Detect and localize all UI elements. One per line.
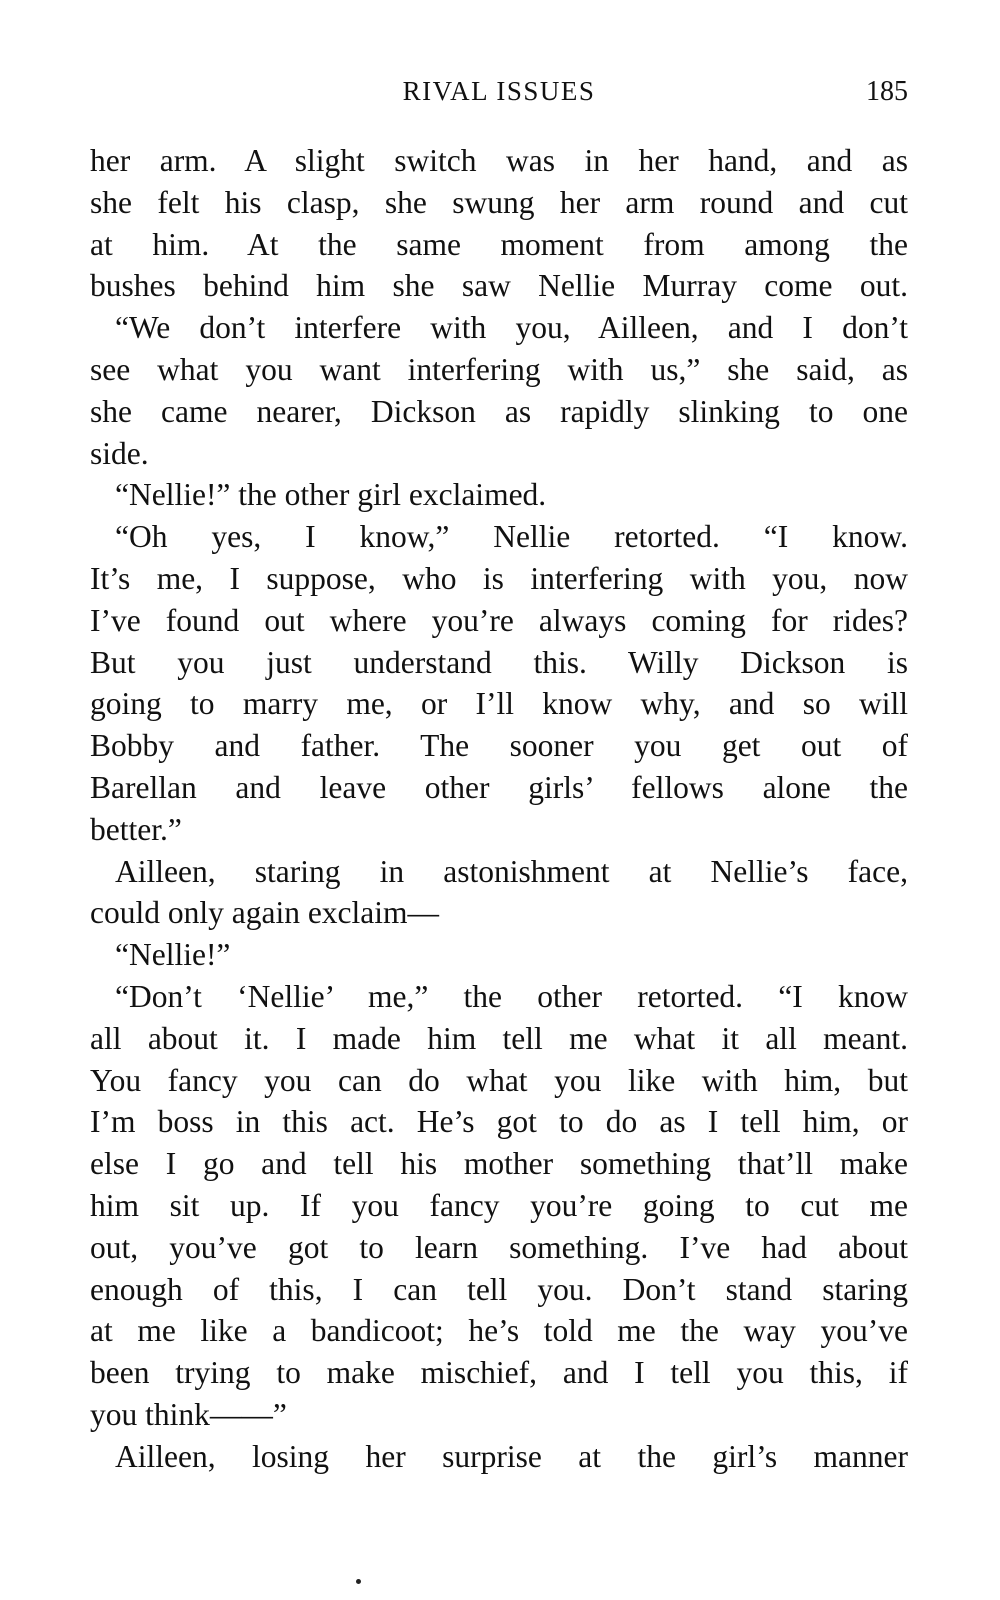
text-line: at me like a bandicoot; he’s told me the way you’ve <box>90 1313 908 1349</box>
text-line: you think——” <box>90 1396 287 1432</box>
text-line: “Nellie!” <box>115 937 231 973</box>
text-line: see what you want interfering with us,” she said, as <box>90 351 908 387</box>
text-line: all about it. I made him tell me what it all meant. <box>90 1020 908 1056</box>
text-line: “We don’t interfere with you, Ailleen, and I don’t <box>115 310 908 346</box>
print-speck <box>356 1579 361 1584</box>
text-line: at him. At the same moment from among the <box>90 226 908 262</box>
text-line: her arm. A slight switch was in her hand, and as <box>90 143 908 178</box>
text-line: Ailleen, losing her surprise at the girl’s manner <box>115 1438 908 1474</box>
text-line: been trying to make mischief, and I tell you this, if <box>90 1355 908 1391</box>
text-line: she came nearer, Dickson as rapidly slinking to one <box>90 393 908 429</box>
text-line: But you just understand this. Willy Dickson is <box>90 644 908 680</box>
text-line: enough of this, I can tell you. Don’t stand staring <box>90 1271 908 1307</box>
text-line: out, you’ve got to learn something. I’ve had about <box>90 1229 908 1265</box>
text-line: could only again exclaim— <box>90 895 440 931</box>
text-line: You fancy you can do what you like with him, but <box>90 1062 908 1098</box>
text-line: Ailleen, staring in astonishment at Nellie’s face, <box>115 853 908 889</box>
running-header <box>90 76 908 116</box>
text-line: “Don’t ‘Nellie’ me,” the other retorted. “I know <box>115 978 908 1014</box>
text-line: “Oh yes, I know,” Nellie retorted. “I know. <box>115 519 908 555</box>
text-line: Barellan and leave other girls’ fellows alone the <box>90 769 908 805</box>
text-line: him sit up. If you fancy you’re going to cut me <box>90 1187 908 1223</box>
text-line: Bobby and father. The sooner you get out of <box>90 728 908 764</box>
text-line: side. <box>90 435 149 471</box>
text-line: I’ve found out where you’re always coming for rides? <box>90 602 908 638</box>
text-line: better.” <box>90 811 182 847</box>
text-line: It’s me, I suppose, who is interfering with you, now <box>90 560 908 596</box>
text-line: she felt his clasp, she swung her arm round and cut <box>90 184 908 220</box>
running-title: RIVAL ISSUES <box>402 76 596 106</box>
text-line: bushes behind him she saw Nellie Murray come out. <box>90 268 908 304</box>
text-line: going to marry me, or I’ll know why, and so will <box>90 686 908 722</box>
text-line: “Nellie!” the other girl exclaimed. <box>115 477 547 513</box>
body-text <box>90 140 908 1478</box>
text-line: I’m boss in this act. He’s got to do as I tell him, or <box>90 1104 908 1140</box>
text-line: else I go and tell his mother something that’ll make <box>90 1146 908 1182</box>
page-number: 185 <box>866 76 908 107</box>
